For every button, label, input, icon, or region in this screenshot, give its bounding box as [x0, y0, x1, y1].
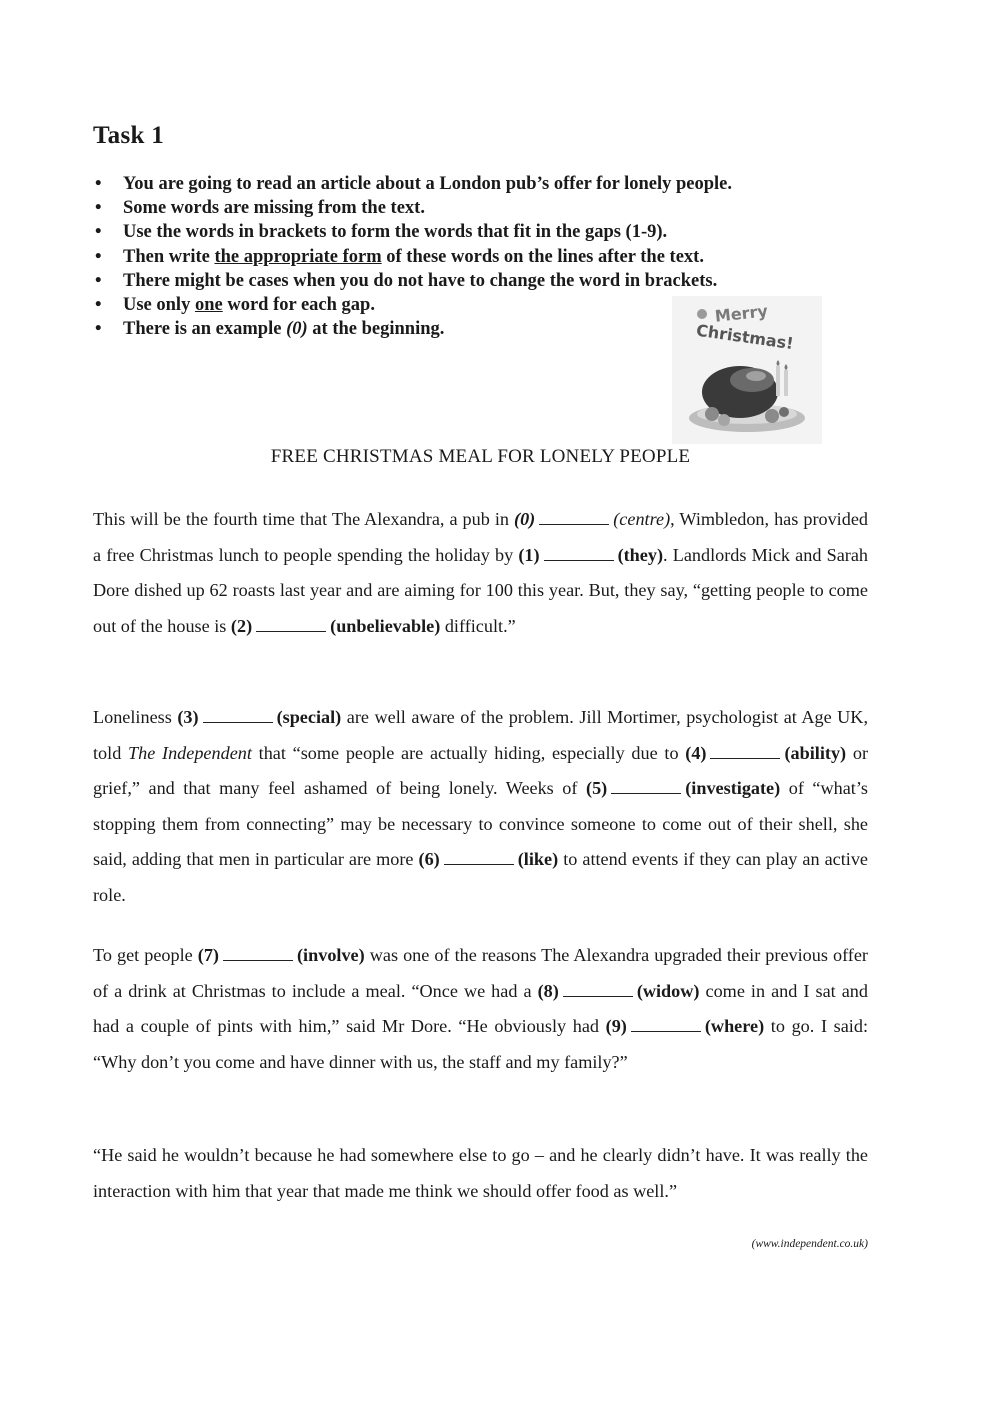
- instruction-item: • Then write the appropriate form of these words on the lines after the text.: [93, 245, 853, 269]
- answer-gap[interactable]: [539, 508, 609, 525]
- gap-number: (8): [537, 980, 559, 1001]
- gap-number: (7): [197, 945, 219, 965]
- merry-text: Merry: [713, 301, 769, 326]
- answer-gap[interactable]: [223, 944, 293, 961]
- candle-icon: [784, 370, 788, 396]
- source-citation: (www.independent.co.uk): [751, 1238, 868, 1250]
- base-word: (widow): [636, 980, 700, 1001]
- gap-number: (6): [418, 849, 440, 869]
- article-paragraph: “He said he wouldn’t because he had somewhere else to go – and he clearly didn’t have. It was really the interaction with him that year that made me think we should offer food as well.”: [93, 1145, 868, 1201]
- gap-number: (3): [177, 707, 199, 727]
- answer-gap[interactable]: [203, 706, 273, 723]
- gap-number: (9): [605, 1016, 627, 1036]
- instruction-item: • Use the words in brackets to form the words that fit in the gaps (1-9).: [93, 220, 853, 244]
- instruction-item: • There might be cases when you do not have to change the word in brackets.: [93, 269, 853, 293]
- base-word: (involve): [297, 945, 365, 965]
- base-word: (they): [617, 544, 664, 565]
- roast-dinner-illustration: [672, 296, 822, 444]
- base-word: (investigate): [685, 778, 781, 798]
- answer-gap[interactable]: [631, 1015, 701, 1032]
- base-word: (special): [276, 707, 342, 727]
- article-paragraph: To get people (7) (involve) was one of the reasons The Alexandra upgraded their previous offer of a drink at Christmas to include a meal. “Once we had a (8) (widow) come in and I sat and had a couple of pints with him,” said Mr Dore. “He obviously had (9) (where) to go. I said: “Why don’t you come and have dinner with us, the staff and my family?”: [93, 945, 868, 1072]
- underlined-phrase: the appropriate form: [214, 246, 382, 267]
- article-paragraph: Loneliness (3) (special) are well aware of the problem. Jill Mortimer, psychologist at Age UK, told The Independent that “some people are actually hiding, especially due to (4) (ability) or grief,” and that many feel ashamed of being lonely. Weeks of (5) (investigate) of “what’s stopping them from connecting” may be necessary to convince someone to come out of their shell, she said, adding that men in particular are more (6) (like) to attend events if they can play an active role.: [93, 707, 869, 905]
- base-word: (like): [517, 849, 559, 869]
- base-word: (where): [704, 1016, 765, 1036]
- instruction-item: • Some words are missing from the text.: [93, 196, 853, 220]
- christmas-text: Christmas!: [695, 320, 795, 354]
- gap-number: (0): [514, 509, 536, 529]
- gap-number: (4): [685, 742, 707, 763]
- christmas-dinner-picture: [672, 296, 822, 444]
- answer-gap[interactable]: [544, 544, 614, 561]
- publication-name: The Independent: [128, 742, 252, 763]
- base-word: (centre): [613, 509, 671, 529]
- candle-icon: [776, 366, 780, 396]
- answer-gap[interactable]: [710, 742, 780, 759]
- gap-number: (1): [518, 544, 540, 565]
- underlined-word: one: [194, 295, 223, 316]
- ornament-icon: [697, 309, 707, 319]
- task-title: Task 1: [93, 122, 165, 149]
- answer-gap[interactable]: [611, 777, 681, 794]
- article-headline: FREE CHRISTMAS MEAL FOR LONELY PEOPLE: [270, 446, 691, 467]
- base-word: (ability): [784, 742, 847, 763]
- answer-gap[interactable]: [256, 615, 326, 632]
- article-paragraph: This will be the fourth time that The Alexandra, a pub in (0) (centre), Wimbledon, has provided a free Christmas lunch to people spending the holiday by (1) (they). Landlords Mick and Sarah Dore dished up 62 roasts last year and are aiming for 100 this year. But, they say, “getting people to come out of the house is (2) (unbelievable) difficult.”: [93, 509, 868, 636]
- example-marker: (0): [286, 319, 308, 340]
- answer-gap[interactable]: [444, 848, 514, 865]
- answer-gap[interactable]: [563, 980, 633, 997]
- instruction-item: • You are going to read an article about a London pub’s offer for lonely people.: [93, 172, 853, 196]
- gap-number: (2): [230, 615, 253, 636]
- base-word: (unbelievable): [330, 615, 441, 636]
- instruction-item: • Use only one word for each gap.: [93, 293, 853, 317]
- vegetable-icon: [705, 407, 719, 421]
- instruction-item: • There is an example (0) at the beginning.: [93, 317, 853, 341]
- gap-number: (5): [586, 778, 608, 798]
